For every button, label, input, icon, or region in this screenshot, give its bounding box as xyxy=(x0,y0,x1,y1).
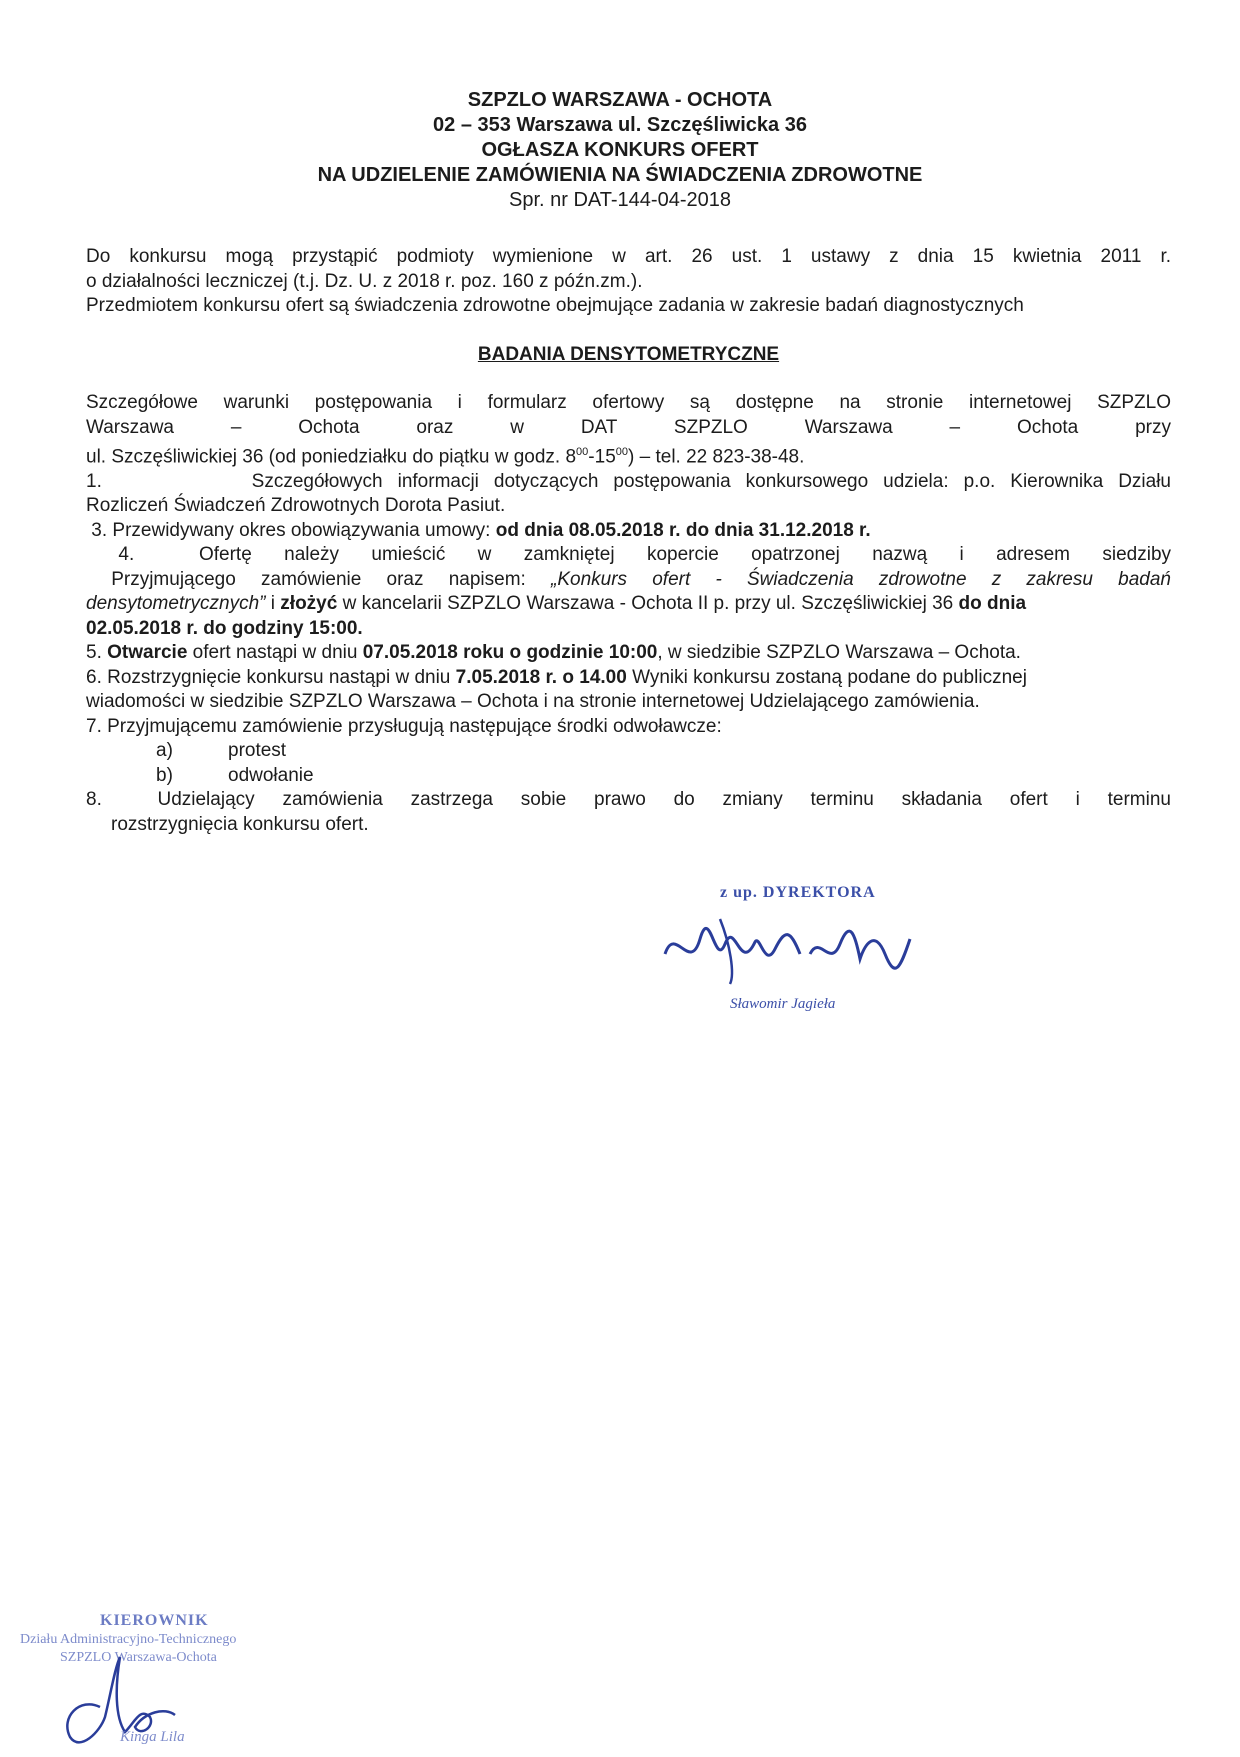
case-number: Spr. nr DAT-144-04-2018 xyxy=(509,189,731,211)
announcement-subject: NA UDZIELENIE ZAMÓWIENIA NA ŚWIADCZENIA ZDROWOTNE xyxy=(317,164,923,186)
subject-paragraph: Przedmiotem konkursu ofert są świadczenia zdrowotne obejmujące zadania w zakresie badań diagnostycznych xyxy=(86,295,1024,316)
director-stamp xyxy=(640,884,970,1024)
list-item-7a: a) protest xyxy=(156,740,287,762)
list-item-3: 3. Przewidywany okres obowiązywania umowy: od dnia 08.05.2018 r. do dnia 31.12.2018 r. xyxy=(91,519,871,541)
list-item-8: 8. Udzielający zamówienia zastrzega sobie prawo do zmiany terminu składania ofert i terminu xyxy=(86,789,1171,811)
list-item-7: 7. Przyjmującemu zamówienie przysługują następujące środki odwoławcze: xyxy=(86,715,722,737)
list-item-1: 1. Szczegółowych informacji dotyczących postępowania konkursowego udziela: p.o. Kierownika Działu xyxy=(86,470,1171,492)
document-body xyxy=(86,245,1171,837)
manager-stamp-title: KIEROWNIK xyxy=(100,1612,209,1629)
list-item-4-cont: Przyjmującego zamówienie oraz napisem: „Konkurs ofert - Świadczenia zdrowotne z zakresu badań xyxy=(111,568,1171,590)
manager-stamp xyxy=(20,1612,320,1752)
list-item-6: 6. Rozstrzygnięcie konkursu nastąpi w dniu 7.05.2018 r. o 14.00 Wyniki konkursu zostaną podane do publicznej xyxy=(86,666,1027,688)
details-line-3: ul. Szczęśliwickiej 36 (od poniedziałku do piątku w godz. $8^{00}-15^{00}$) – tel. 22 823-38-48. xyxy=(86,446,805,468)
director-name: Sławomir Jagieła xyxy=(730,996,836,1012)
director-stamp-title: z up. DYREKTORA xyxy=(720,884,876,901)
list-item-5: 5. Otwarcie ofert nastąpi w dniu 07.05.2018 roku o godzinie 10:00, w siedzibie SZPZLO Warszawa – Ochota. xyxy=(86,642,1021,664)
eligibility-paragraph: Do konkursu mogą przystąpić podmioty wymienione w art. 26 ust. 1 ustawy z dnia 15 kwietnia 2011 r. xyxy=(86,246,1171,267)
manager-stamp-organization: SZPZLO Warszawa-Ochota xyxy=(60,1650,217,1665)
announcement-heading: OGŁASZA KONKURS OFERT xyxy=(481,139,759,161)
details-line-1: Szczegółowe warunki postępowania i formularz ofertowy są dostępne na stronie internetowej SZPZLO xyxy=(86,392,1171,413)
director-signature-icon xyxy=(660,914,920,989)
list-item-6-cont: wiadomości w siedzibie SZPZLO Warszawa – Ochota i na stronie internetowej Udzielającego zamówienia. xyxy=(86,691,980,713)
manager-name: Kinga Lila xyxy=(120,1729,185,1745)
list-item-4: 4. Ofertę należy umieścić w zamkniętej kopercie opatrzonej nazwą i adresem siedziby xyxy=(118,544,1172,566)
details-line-2: Warszawa – Ochota oraz w DAT SZPZLO Warszawa – Ochota przy xyxy=(86,416,1171,438)
eligibility-paragraph-cont: o działalności leczniczej (t.j. Dz. U. z 2018 r. poz. 160 z późn.zm.). xyxy=(86,270,643,292)
manager-stamp-department: Działu Administracyjno-Technicznego xyxy=(20,1632,237,1647)
list-item-1-cont: Rozliczeń Świadczeń Zdrowotnych Dorota Pasiut. xyxy=(86,495,506,517)
list-item-4-cont2: densytometrycznych” i złożyć w kancelarii SZPZLO Warszawa - Ochota II p. przy ul. Szczęśliwickiej 36 do dnia xyxy=(86,593,1027,615)
list-item-4-deadline: 02.05.2018 r. do godziny 15:00. xyxy=(86,617,363,639)
section-title: BADANIA DENSYTOMETRYCZNE xyxy=(477,343,780,365)
document-header xyxy=(0,88,1240,213)
organization-address: 02 – 353 Warszawa ul. Szczęśliwicka 36 xyxy=(433,114,807,136)
list-item-7b: b) odwołanie xyxy=(156,764,314,786)
list-item-8-cont: rozstrzygnięcia konkursu ofert. xyxy=(111,813,369,835)
organization-name: SZPZLO WARSZAWA - OCHOTA xyxy=(467,89,773,111)
